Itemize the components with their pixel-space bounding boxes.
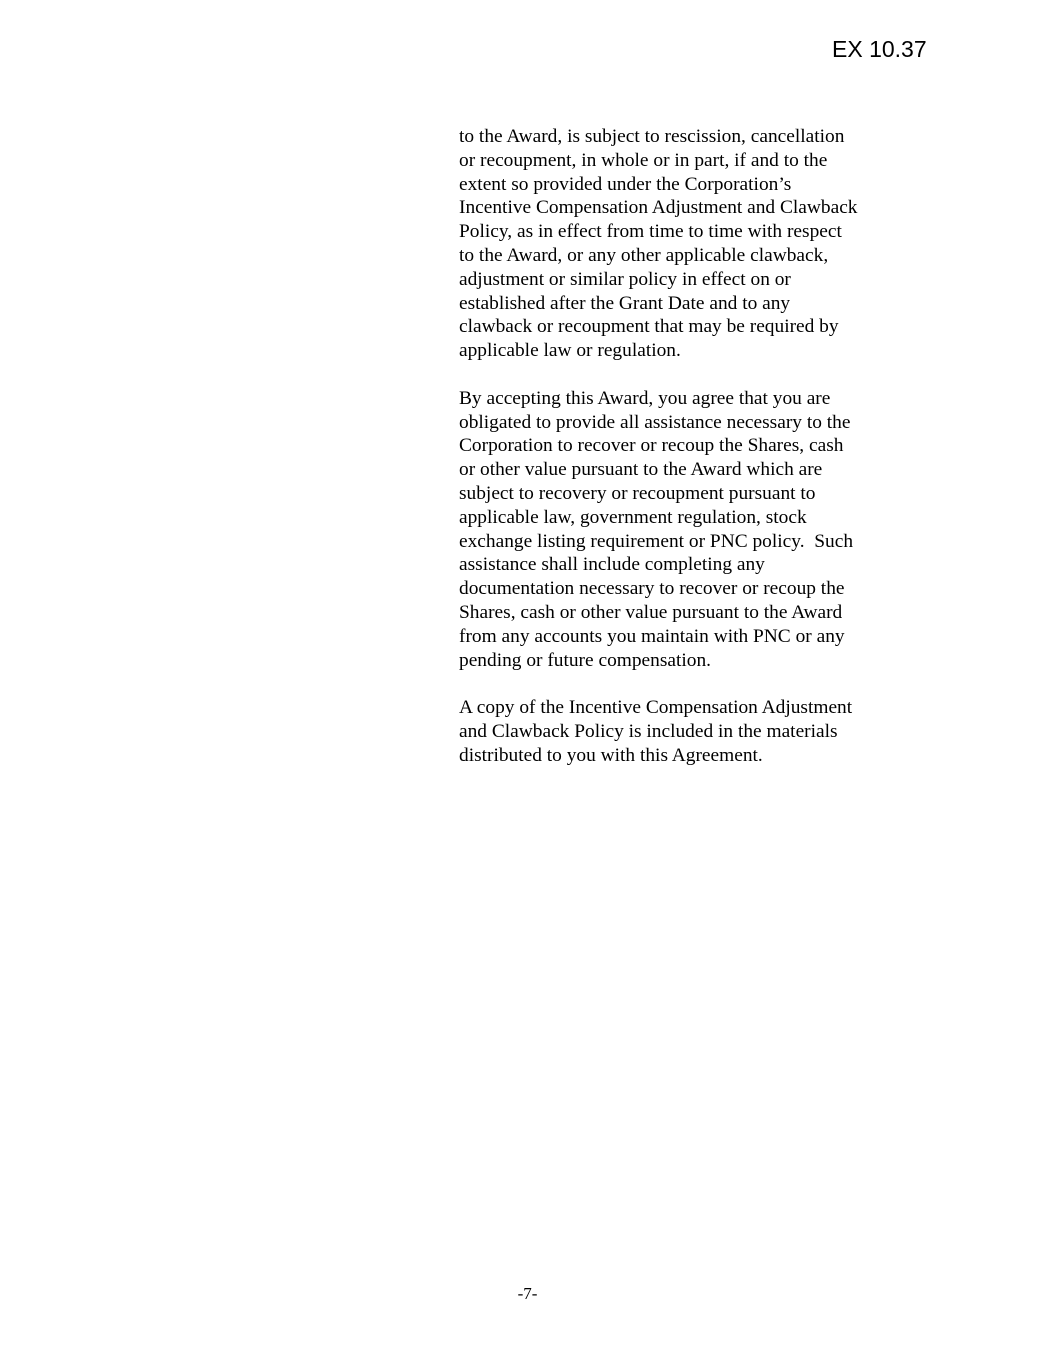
text-line: A copy of the Incentive Compensation Adjustment xyxy=(459,697,853,719)
text-line: adjustment or similar policy in effect on or xyxy=(459,268,791,290)
text-line: exchange listing requirement or PNC policy. Such xyxy=(459,530,854,552)
text-line: Corporation to recover or recoup the Shares, cash xyxy=(459,435,844,457)
text-line: Shares, cash or other value pursuant to the Award xyxy=(459,601,843,623)
text-line: pending or future compensation. xyxy=(459,649,712,671)
text-line: applicable law, government regulation, stock xyxy=(459,506,807,528)
paragraph-policy-copy xyxy=(459,696,899,767)
text-line: clawback or recoupment that may be required by xyxy=(459,316,839,338)
text-line: established after the Grant Date and to any xyxy=(459,292,791,314)
text-line: assistance shall include completing any xyxy=(459,554,765,576)
text-line: or recoupment, in whole or in part, if and to the xyxy=(459,149,828,171)
text-line: distributed to you with this Agreement. xyxy=(459,744,763,766)
text-line: applicable law or regulation. xyxy=(459,340,681,362)
text-line: documentation necessary to recover or recoup the xyxy=(459,578,845,600)
text-line: obligated to provide all assistance necessary to the xyxy=(459,411,851,433)
text-line: to the Award, or any other applicable clawback, xyxy=(459,244,829,266)
text-line: Incentive Compensation Adjustment and Clawback xyxy=(459,197,858,219)
text-line: extent so provided under the Corporation’s xyxy=(459,173,792,195)
text-line: Policy, as in effect from time to time with respect xyxy=(459,221,842,243)
exhibit-label: EX 10.37 xyxy=(832,36,927,62)
paragraph-clawback-subject xyxy=(459,125,899,363)
text-line: subject to recovery or recoupment pursuant to xyxy=(459,482,816,504)
text-line: to the Award, is subject to rescission, cancellation xyxy=(459,126,845,147)
text-line: or other value pursuant to the Award which are xyxy=(459,459,823,481)
body-text-column xyxy=(459,125,899,791)
paragraph-assistance-obligation xyxy=(459,387,899,673)
text-line: from any accounts you maintain with PNC or any xyxy=(459,625,845,647)
text-line: By accepting this Award, you agree that you are xyxy=(459,387,831,409)
text-line: and Clawback Policy is included in the materials xyxy=(459,720,838,742)
page-number: -7- xyxy=(517,1284,538,1303)
